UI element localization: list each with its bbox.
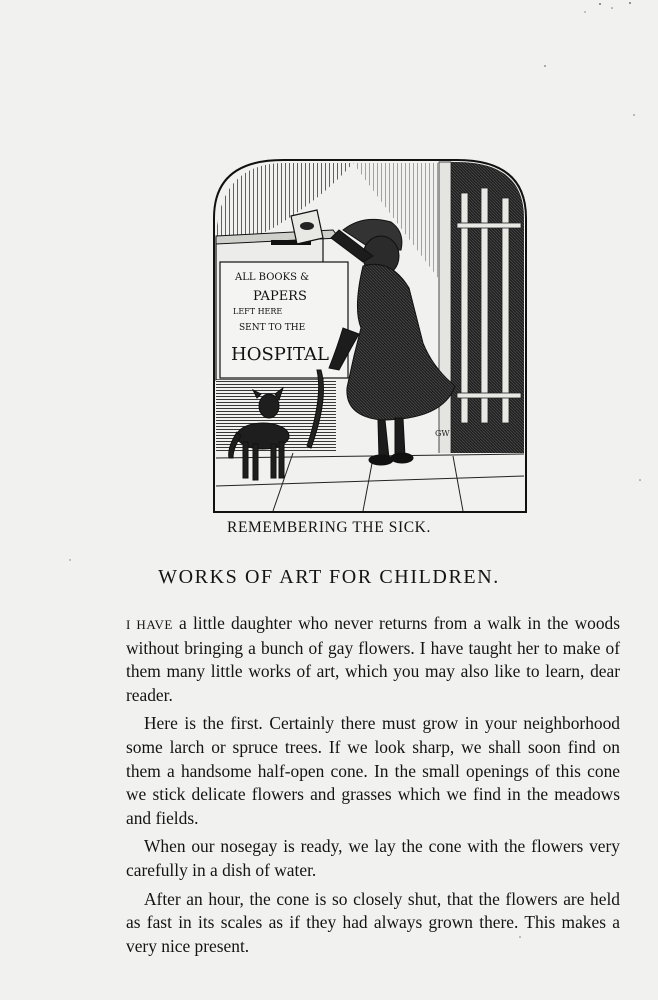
- sign-line-1: ALL BOOKS &: [235, 272, 310, 283]
- illustration-caption: REMEMBERING THE SICK.: [227, 519, 431, 536]
- sign-line-4: SENT TO THE: [239, 323, 306, 333]
- paragraph-2: Here is the first. Certainly there must grow in your neighborhood some larch or spruce trees. If we look sharp, we shall soon find on them a handsome half-open cone. In the small openings of this cone we stick delicate flowers and grasses which we find in the meadows and fields.: [126, 713, 620, 828]
- article-title: WORKS OF ART FOR CHILDREN.: [158, 566, 500, 588]
- svg-text:GW: GW: [435, 429, 450, 438]
- paragraph-1-text: a little daughter who never returns from a walk in the woods without bringing a bunch of gay flowers. I have taught her to make of them many little works of art, which you may also like to learn, dear reader.: [126, 613, 620, 705]
- paragraph-1: [126, 612, 620, 707]
- article-body: [126, 612, 620, 963]
- sign-line-2: PAPERS: [253, 289, 307, 304]
- paragraph-3: When our nosegay is ready, we lay the cone with the flowers very carefully in a dish of water.: [126, 836, 620, 880]
- sign-line-5: HOSPITAL: [231, 344, 329, 365]
- engraving-illustration: [213, 158, 527, 513]
- paragraph-4: After an hour, the cone is so closely shut, that the flowers are held as fast in its scales as if they had always grown there. This makes a very nice present.: [126, 888, 620, 956]
- girl-at-hospital-box-engraving: [213, 158, 527, 513]
- sign-line-3: LEFT HERE: [233, 307, 283, 316]
- paragraph-1-lead: I HAVE: [126, 617, 173, 632]
